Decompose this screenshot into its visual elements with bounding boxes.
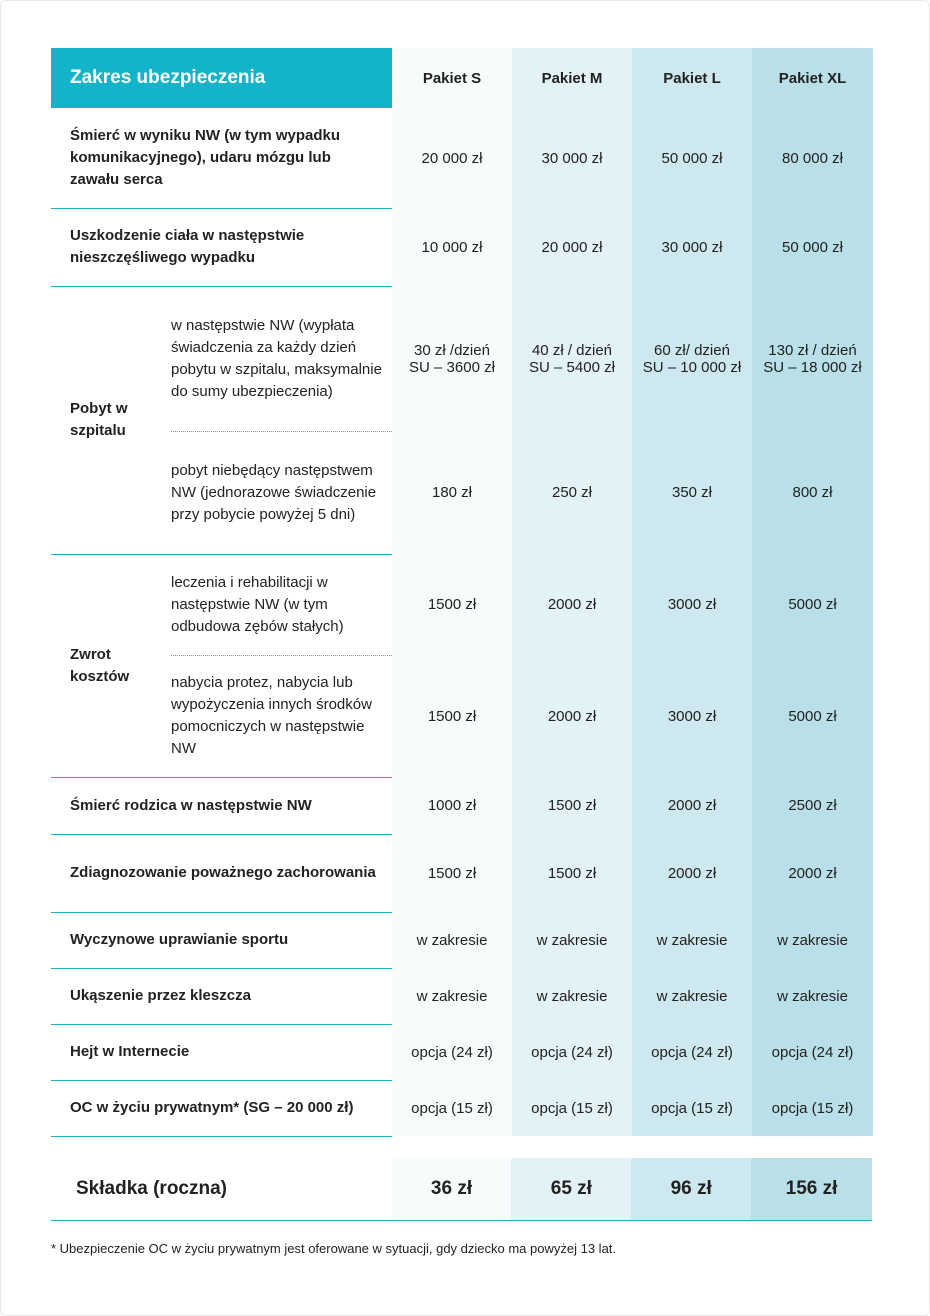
table-row	[51, 431, 873, 554]
cell-value: 2000 zł	[512, 655, 632, 777]
group-label-refund: Zwrot kosztów	[51, 554, 171, 777]
cell-value: opcja (24 zł)	[392, 1024, 512, 1080]
row-label: Śmierć w wyniku NW (w tym wypadku komunikacyjnego), udaru mózgu lub zawału serca	[51, 108, 392, 208]
cell-value: w zakresie	[512, 968, 632, 1024]
cell-value: opcja (24 zł)	[512, 1024, 632, 1080]
cell-value: w zakresie	[512, 912, 632, 968]
cell-value: opcja (24 zł)	[632, 1024, 752, 1080]
table-row	[51, 777, 873, 834]
table-row	[51, 1080, 873, 1136]
cell-value: 30 zł /dzień SU – 3600 zł	[392, 286, 512, 431]
cell-value: 20 000 zł	[512, 208, 632, 286]
package-m-header: Pakiet M	[512, 48, 632, 108]
cell-value: opcja (15 zł)	[392, 1080, 512, 1136]
cell-value: 3000 zł	[632, 554, 752, 655]
cell-value: 20 000 zł	[392, 108, 512, 208]
table-row	[51, 108, 873, 208]
cell-value: 30 000 zł	[632, 208, 752, 286]
table-row	[51, 968, 873, 1024]
table-row	[51, 208, 873, 286]
premium-value-xl: 156 zł	[751, 1158, 872, 1220]
table-header-row	[51, 48, 873, 108]
cell-value: 130 zł / dzień SU – 18 000 zł	[752, 286, 873, 431]
cell-value: 2000 zł	[752, 834, 873, 912]
cell-value: 1500 zł	[512, 777, 632, 834]
cell-value: 50 000 zł	[632, 108, 752, 208]
cell-value: 180 zł	[392, 431, 512, 554]
cell-value: opcja (15 zł)	[752, 1080, 873, 1136]
cell-value: w zakresie	[752, 912, 873, 968]
package-xl-header: Pakiet XL	[752, 48, 873, 108]
table-row	[51, 834, 873, 912]
cell-value: 60 zł/ dzień SU – 10 000 zł	[632, 286, 752, 431]
cell-value: 3000 zł	[632, 655, 752, 777]
table-row	[51, 286, 873, 431]
sub-label: w następstwie NW (wypłata świadczenia za każdy dzień pobytu w szpitalu, maksymalnie do sumy ubezpieczenia)	[171, 286, 392, 431]
row-label: OC w życiu prywatnym* (SG – 20 000 zł)	[51, 1080, 392, 1136]
cell-value: 5000 zł	[752, 554, 873, 655]
package-l-header: Pakiet L	[632, 48, 752, 108]
table-row	[51, 912, 873, 968]
package-s-header: Pakiet S	[392, 48, 512, 108]
sub-label: nabycia protez, nabycia lub wypożyczenia innych środków pomocniczych w następstwie NW	[171, 655, 392, 777]
cell-value: 10 000 zł	[392, 208, 512, 286]
premium-value-l: 96 zł	[631, 1158, 751, 1220]
cell-value: w zakresie	[632, 912, 752, 968]
cell-value: 40 zł / dzień SU – 5400 zł	[512, 286, 632, 431]
row-label: Uszkodzenie ciała w następstwie nieszczęśliwego wypadku	[51, 208, 392, 286]
cell-value: 1000 zł	[392, 777, 512, 834]
cell-value: w zakresie	[392, 912, 512, 968]
cell-value: 1500 zł	[392, 655, 512, 777]
cell-value: 80 000 zł	[752, 108, 873, 208]
table-row	[51, 655, 873, 777]
footnote: * Ubezpieczenie OC w życiu prywatnym jest oferowane w sytuacji, gdy dziecko ma powyżej 13 lat.	[51, 1241, 617, 1256]
coverage-table	[51, 48, 873, 1137]
cell-value: 2500 zł	[752, 777, 873, 834]
table-row	[51, 1024, 873, 1080]
cell-value: 1500 zł	[512, 834, 632, 912]
cell-value: 1500 zł	[392, 554, 512, 655]
cell-value: w zakresie	[392, 968, 512, 1024]
cell-value: opcja (15 zł)	[512, 1080, 632, 1136]
cell-value: 2000 zł	[512, 554, 632, 655]
cell-value: 250 zł	[512, 431, 632, 554]
sub-label: pobyt niebędący następstwem NW (jednorazowe świadczenie przy pobycie powyżej 5 dni)	[171, 431, 392, 554]
cell-value: opcja (15 zł)	[632, 1080, 752, 1136]
cell-value: 2000 zł	[632, 777, 752, 834]
cell-value: 30 000 zł	[512, 108, 632, 208]
premium-value-m: 65 zł	[511, 1158, 631, 1220]
table-row	[51, 554, 873, 655]
cell-value: w zakresie	[752, 968, 873, 1024]
row-label: Zdiagnozowanie poważnego zachorowania	[51, 834, 392, 912]
row-label: Wyczynowe uprawianie sportu	[51, 912, 392, 968]
sub-label: leczenia i rehabilitacji w następstwie NW (w tym odbudowa zębów stałych)	[171, 554, 392, 655]
cell-value: 800 zł	[752, 431, 873, 554]
group-label-hospital: Pobyt w szpitalu	[51, 286, 171, 554]
premium-label: Składka (roczna)	[76, 1178, 227, 1199]
cell-value: w zakresie	[632, 968, 752, 1024]
scope-header: Zakres ubezpieczenia	[51, 48, 392, 108]
premium-row	[51, 1158, 872, 1221]
cell-value: 50 000 zł	[752, 208, 873, 286]
premium-value-s: 36 zł	[392, 1158, 512, 1220]
cell-value: 350 zł	[632, 431, 752, 554]
row-label: Śmierć rodzica w następstwie NW	[51, 777, 392, 834]
row-label: Ukąszenie przez kleszcza	[51, 968, 392, 1024]
row-label: Hejt w Internecie	[51, 1024, 392, 1080]
cell-value: 1500 zł	[392, 834, 512, 912]
cell-value: 5000 zł	[752, 655, 873, 777]
cell-value: 2000 zł	[632, 834, 752, 912]
cell-value: opcja (24 zł)	[752, 1024, 873, 1080]
